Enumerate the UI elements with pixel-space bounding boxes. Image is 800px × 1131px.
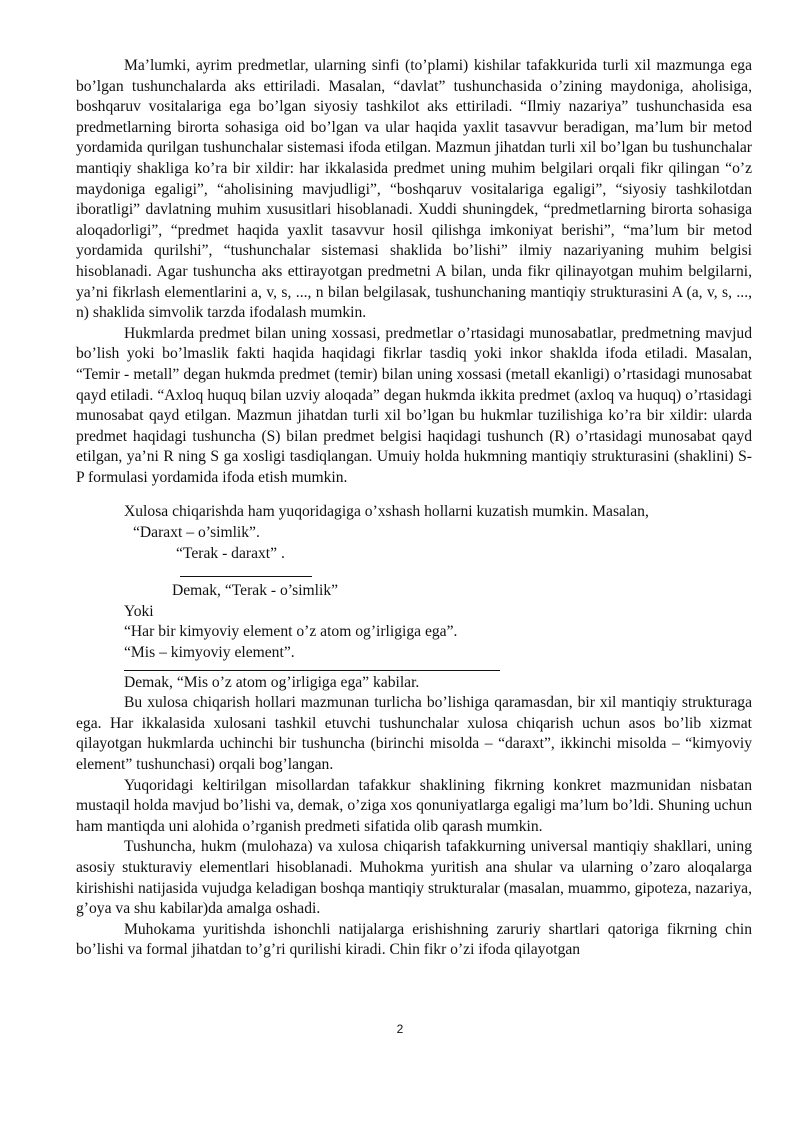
example1-premise1: “Daraxt – o’simlik”. — [133, 524, 260, 542]
example2-premise2: “Mis – kimyoviy element”. — [124, 644, 295, 662]
paragraph-structure: Bu xulosa chiqarish hollari mazmunan turlicha bo’lishiga qaramasdan, bir xil mantiqiy strukturaga ega. Har ikkalasida xulosani tashkil etuvchi tushunchalar xulosa chiqarish uchun asos bo’lib xizmat qilayotgan hukmlarda uchinchi bir tushuncha (birinchi misolda – “daraxt”, ikkinchi misolda – “kimyoviy element” tushunchasi) orqali bog’langan. — [76, 694, 752, 773]
example2-premise1: “Har bir kimyoviy element o’z atom og’irligiga ega”. — [124, 623, 458, 641]
paragraph-form-independence: Yuqoridagi keltirilgan misollardan tafakkur shaklining fikrning konkret mazmunidan nisbatan mustaqil holda mavjud bo’lishi va, demak, o’ziga xos qonuniyatlarga egaligi ma’lum bo’ldi. Shuning uchun ham mantiqda uni alohida o’rganish predmeti sifatida olib qarash mumkin. — [76, 776, 752, 835]
examples-intro: Xulosa chiqarishda ham yuqoridagiga o’xshash hollarni kuzatish mumkin. Masalan, — [124, 503, 649, 521]
example1-premise2: “Terak - daraxt” . — [176, 544, 285, 562]
example2-conclusion: Demak, “Mis o’z atom og’irligiga ega” kabilar. — [124, 673, 420, 691]
or-word: Yoki — [124, 602, 154, 620]
paragraph-judgments: Hukmlarda predmet bilan uning xossasi, predmetlar o’rtasidagi munosabatlar, predmetning mavjud bo’lish yoki bo’lmaslik fakti haqida haqidagi fikrlar tasdiq yoki inkor shaklda ifoda etiladi. Masalan, “Temir - metall” degan hukmda predmet (temir) bilan uning xossasi (metall ekanligi) o’rtasidagi munosabat qayd etiladi. “Axloq huquq bilan uzviy aloqada” degan hukmda ikkita predmet (axloq va huquq) o’rtasidagi munosabat qayd etilgan. Mazmun jihatdan turli xil bo’lgan bu hukmlar tuzilishiga ko’ra bir xildir: ularda predmet haqidagi tushuncha (S) bilan predmet belgisi haqidagi tushunch (R) o’rtasidagi munosabat qayd etilgan, ya’ni R ning S ga xosligi tasdiqlangan. Umuiy holda hukmning mantiqiy strukturasini (shaklini) S-P formulasi yordamida ifoda etish mumkin. — [76, 324, 752, 486]
document-page — [76, 56, 752, 961]
syllogism-divider — [180, 576, 312, 577]
paragraph-reasoning: Muhokama yuritishda ishonchli natijalarga erishishning zaruriy shartlari qatoriga fikrning chin bo’lishi va formal jihatdan to’g’ri qurilishi kiradi. Chin fikr o’zi ifoda qilayotgan — [76, 920, 752, 959]
page-number: 2 — [396, 1022, 404, 1036]
paragraph-concepts: Ma’lumki, ayrim predmetlar, ularning sinfi (to’plami) kishilar tafakkurida turli xil mazmunga ega bo’lgan tushunchalarda aks ettiriladi. Masalan, “davlat” tushunchasida o’zining maydoniga, aholisiga, boshqaruv vositalariga ega bo’lgan siyosiy tashkilot aks ettiriladi. “Ilmiy nazariya” tushunchasida esa predmetlarning birorta sohasiga oid bo’lgan va ular haqida yaxlit tasavvur beradigan, ma’lum bir metod yordamida qurilgan tushunchalar sistemasi ifoda etilgan. Mazmun jihatdan turli xil bo’lgan bu tushunchalar mantiqiy shakliga ko’ra bir xildir: har ikkalasida predmet uning muhim belgilari orqali fikr qilingan “o’z maydoniga egaligi”, “aholisining mavjudligi”, “boshqaruv vositalariga egaligi”, “siyosiy tashkilotdan iboratligi” davlatning muhim xususitlari hisoblanadi. Xuddi shuningdek, “predmetlarning birorta sohasiga aloqadorligi”, “predmet haqida yaxlit tasavvur hosil qilishga imkoniyat berishi”, “ma’lum bir metod yordamida qurilshi”, “tushunchalar sistemasi shaklida bo’lishi” ilmiy nazariyaning muhim belgisi hisoblanadi. Agar tushuncha aks ettirayotgan predmetni A bilan, unda fikr qilinayotgan muhim belgilarni, ya’ni fikrlash elementlarini a, v, s, ..., n bilan belgilasak, tushunchaning mantiqiy strukturasini A (a, v, s, ..., n) shaklida simvolik tarzda ifodalash mumkin. — [76, 57, 752, 322]
paragraph-universal-forms: Tushuncha, hukm (mulohaza) va xulosa chiqarish tafakkurning universal mantiqiy shakllari, uning asosiy stukturaviy elementlari hisoblanadi. Muhokma yuritish ana shular va ularning o’zaro aloqalarga kirishishi natijasida vujudga keladigan boshqa mantiqiy strukturalar (masalan, muammo, gipoteza, nazariya, g’oya va shu kabilar)da amalga oshadi. — [76, 838, 752, 918]
syllogism-divider — [124, 670, 500, 671]
example1-conclusion: Demak, “Terak - o’simlik” — [172, 582, 339, 600]
